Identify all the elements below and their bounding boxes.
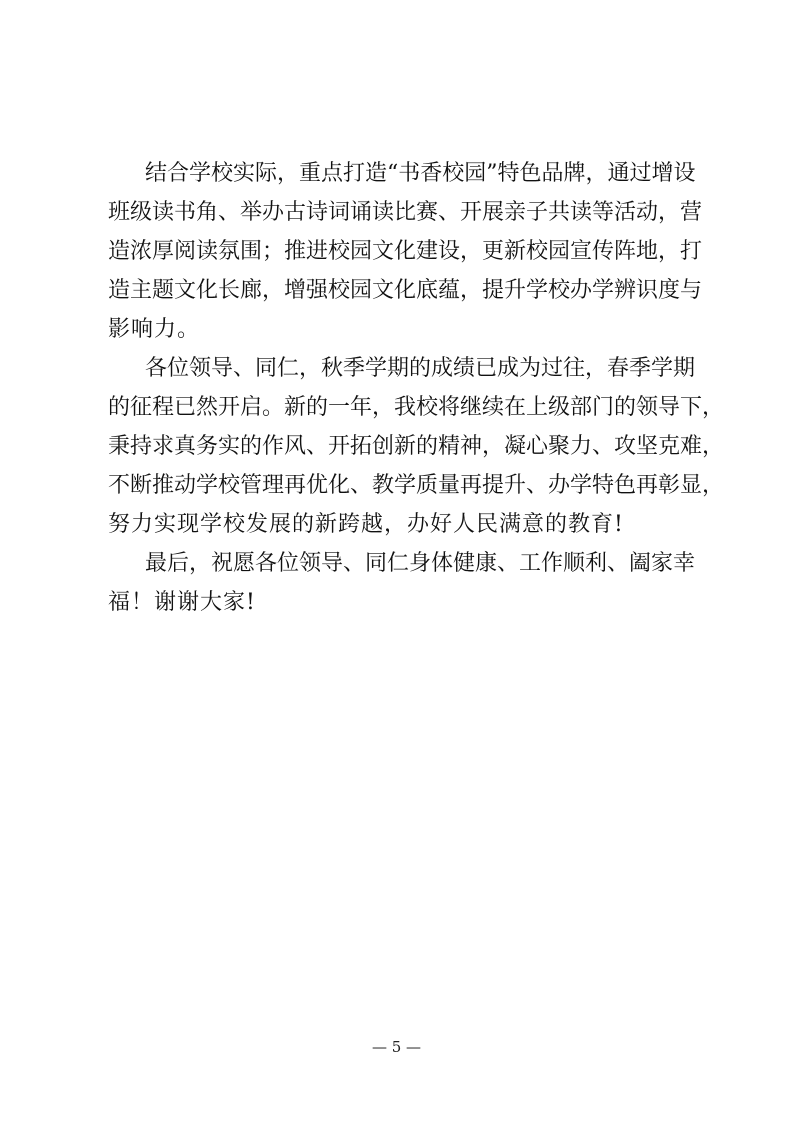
paragraph-line: 结合学校实际，重点打造“书香校园”特色品牌，通过增设 (145, 161, 696, 186)
page-number: — 5 — (371, 1038, 422, 1056)
paragraph-line: 班级读书角、举办古诗词诵读比赛、开展亲子共读等活动，营 (108, 200, 703, 225)
paragraph-new-semester (108, 349, 725, 544)
paragraph-closing-wishes (108, 544, 696, 622)
paragraph-line: 秉持求真务实的作风、开拓创新的精神，凝心聚力、攻坚克难， (108, 434, 725, 459)
paragraph-line: 最后，祝愿各位领导、同仁身体健康、工作顺利、阖家幸 (145, 551, 696, 576)
paragraph-line: 福！谢谢大家! (108, 590, 256, 615)
document-body (108, 154, 725, 622)
paragraph-line: 各位领导、同仁，秋季学期的成绩已成为过往，春季学期 (145, 356, 696, 381)
paragraph-line: 造主题文化长廊，增强校园文化底蕴，提升学校办学辨识度与 (108, 278, 703, 303)
paragraph-line: 的征程已然开启。新的一年，我校将继续在上级部门的领导下， (108, 395, 725, 420)
paragraph-line: 不断推动学校管理再优化、教学质量再提升、办学特色再彰显， (108, 473, 725, 498)
paragraph-line: 造浓厚阅读氛围；推进校园文化建设，更新校园宣传阵地，打 (108, 239, 703, 264)
paragraph-line: 努力实现学校发展的新跨越，办好人民满意的教育! (108, 512, 624, 537)
paragraph-line: 影响力。 (108, 317, 201, 342)
paragraph-school-reading (108, 154, 703, 349)
